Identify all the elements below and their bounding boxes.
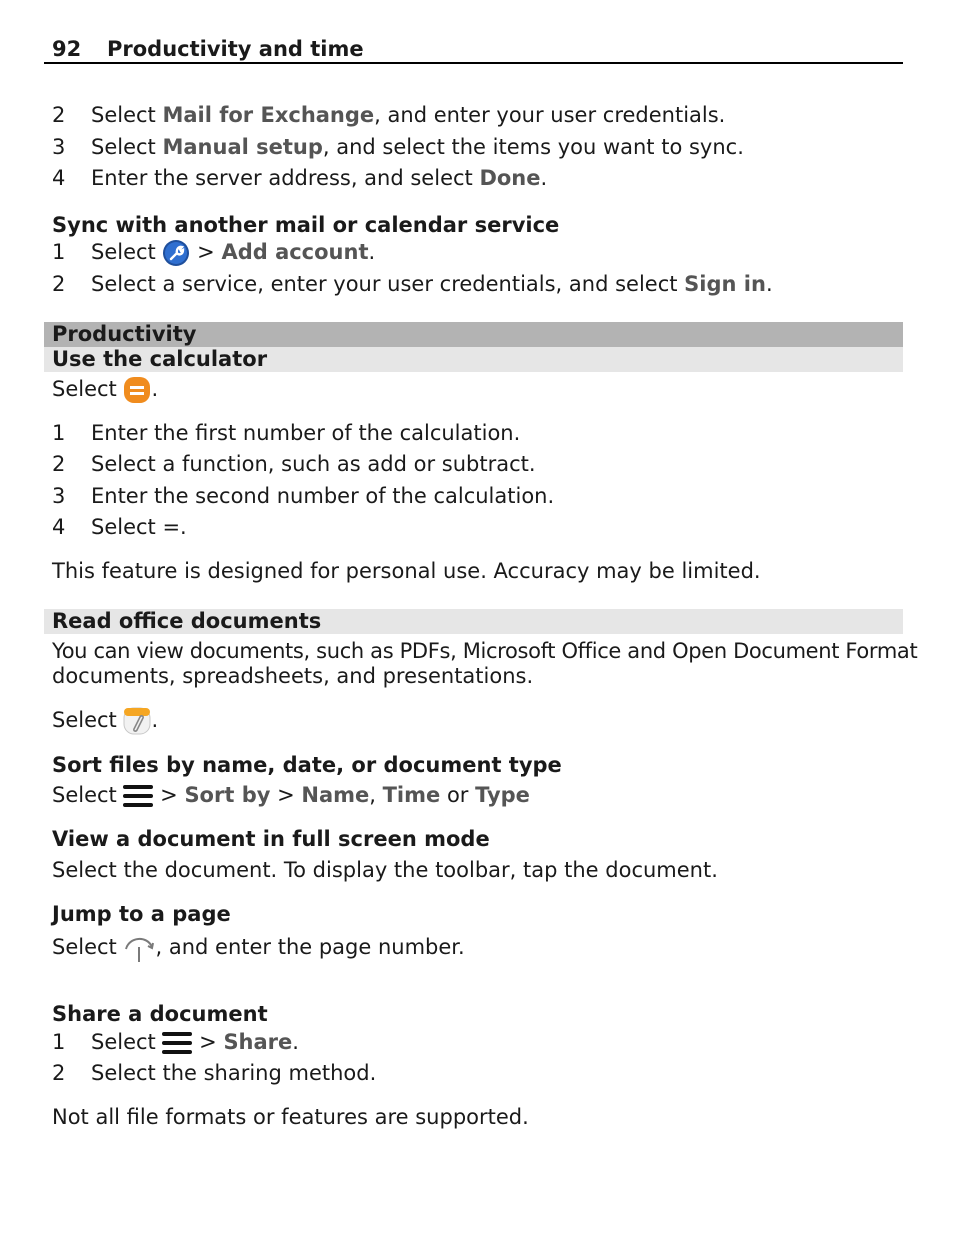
chapter-title: Productivity — [52, 322, 197, 346]
jump-heading: Jump to a page — [52, 902, 231, 926]
sort-heading: Sort files by name, date, or document type — [52, 753, 562, 777]
office-paperclip-icon — [123, 707, 151, 735]
sync-heading: Sync with another mail or calendar service — [52, 213, 560, 237]
step-number: 2 — [52, 1061, 66, 1085]
step-number: 1 — [52, 421, 66, 445]
calc-step: Select =. — [91, 515, 187, 539]
calc-step: Select a function, such as add or subtract. — [91, 452, 536, 476]
settings-wrench-icon — [162, 239, 190, 267]
share-heading: Share a document — [52, 1002, 268, 1026]
step-number: 4 — [52, 166, 66, 190]
step-text: Select Manual setup, and select the items you want to sync. — [91, 135, 744, 159]
menu-icon — [162, 1031, 192, 1055]
fullscreen-heading: View a document in full screen mode — [52, 827, 490, 851]
share-step-1: Select > Share. — [91, 1030, 299, 1054]
step-number: 3 — [52, 135, 66, 159]
step-number: 4 — [52, 515, 66, 539]
jump-instruction: Select , and enter the page number. — [52, 933, 465, 963]
calculator-icon — [123, 376, 151, 404]
step-text: Enter the server address, and select Done. — [91, 166, 548, 190]
calculator-note: This feature is designed for personal use. Accuracy may be limited. — [52, 559, 761, 583]
page-number: 92 — [52, 37, 82, 61]
jump-to-page-icon — [123, 933, 155, 963]
running-header-title: Productivity and time — [107, 37, 364, 61]
menu-icon — [123, 784, 153, 808]
calc-step: Enter the first number of the calculation. — [91, 421, 521, 445]
office-intro-line-2: documents, spreadsheets, and presentations. — [52, 664, 534, 688]
sync-step-2: Select a service, enter your user credentials, and select Sign in. — [91, 272, 773, 296]
office-intro-line-1: You can view documents, such as PDFs, Microsoft Office and Open Document Format — [52, 639, 918, 663]
step-number: 2 — [52, 272, 66, 296]
calculator-heading: Use the calculator — [52, 347, 268, 371]
header-rule — [44, 62, 903, 64]
office-heading: Read office documents — [52, 609, 322, 633]
step-text: Select Mail for Exchange, and enter your user credentials. — [91, 103, 726, 127]
step-number: 2 — [52, 103, 66, 127]
sync-step-1: Select > Add account. — [91, 239, 375, 267]
fullscreen-text: Select the document. To display the toolbar, tap the document. — [52, 858, 718, 882]
calc-step: Enter the second number of the calculation. — [91, 484, 555, 508]
support-note: Not all file formats or features are supported. — [52, 1105, 529, 1129]
sort-instruction: Select > Sort by > Name, Time or Type — [52, 783, 530, 807]
step-number: 3 — [52, 484, 66, 508]
step-number: 1 — [52, 240, 66, 264]
step-number: 2 — [52, 452, 66, 476]
share-step-2: Select the sharing method. — [91, 1061, 377, 1085]
office-select-line: Select . — [52, 707, 158, 735]
calculator-select-line: Select . — [52, 376, 158, 404]
step-number: 1 — [52, 1030, 66, 1054]
